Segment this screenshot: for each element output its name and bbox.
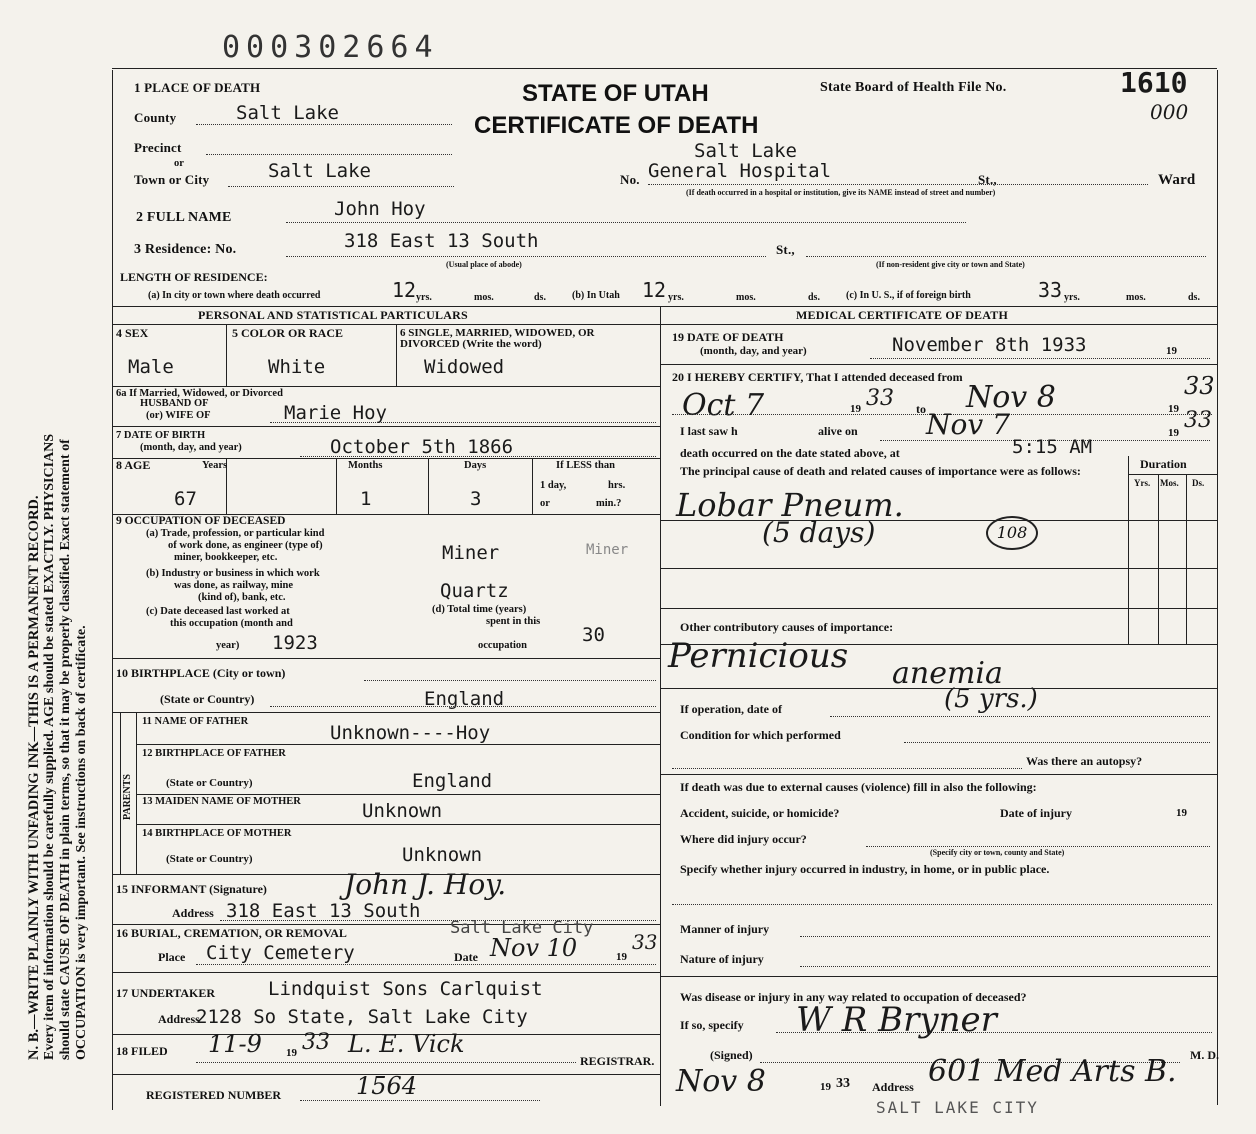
length-b-ds: ds. (808, 292, 820, 303)
file-no-label: State Board of Health File No. (820, 80, 1007, 95)
registrar-label: REGISTRAR. (580, 1054, 655, 1068)
specify-label2: If so, specify (680, 1018, 744, 1032)
length-c-yrs: yrs. (1064, 292, 1080, 303)
length-a-ds: ds. (534, 292, 546, 303)
spouse-label2: HUSBAND OF (140, 398, 209, 409)
last-saw-label: I last saw h (680, 424, 738, 438)
dob-label: 7 DATE OF BIRTH (116, 430, 206, 441)
burial-year: 33 (632, 930, 658, 954)
undertaker-value: Lindquist Sons Carlquist (268, 978, 543, 1000)
cause1-code-text: 108 (996, 523, 1028, 542)
manner-label: Manner of injury (680, 922, 770, 936)
other-cause2: anemia (892, 656, 1003, 691)
sex-label: 4 SEX (116, 326, 149, 340)
md-label: M. D. (1190, 1048, 1219, 1062)
mother-bp-state: (State or Country) (166, 853, 253, 865)
race-value: White (268, 356, 326, 378)
other-label: Other contributory causes of importance: (680, 620, 894, 634)
industry-value: Quartz (440, 580, 509, 602)
less-label: If LESS than (556, 460, 615, 471)
signed-year-prefix: 19 (820, 1081, 831, 1093)
town-value: Salt Lake (268, 160, 371, 182)
attended-from: Oct 7 (682, 388, 765, 423)
sidebar-line4: OCCUPATION is very important. See instructions on back of certificate. (74, 625, 89, 1060)
registered-label: REGISTERED NUMBER (146, 1088, 282, 1102)
signed-label: (Signed) (710, 1048, 753, 1062)
burial-label: 16 BURIAL, CREMATION, OR REMOVAL (116, 926, 347, 940)
total-time-value: 30 (582, 624, 605, 646)
duration-mos: Mos. (1160, 478, 1179, 488)
registrar-signature: L. E. Vick (348, 1030, 465, 1058)
undertaker-address-label: Address (158, 1012, 200, 1026)
to-year: 33 (1184, 372, 1215, 400)
file-no-sub: 000 (1150, 100, 1189, 124)
physician-signature: W R Bryner (796, 1000, 997, 1040)
occ-a3: miner, bookkeeper, etc. (174, 552, 278, 563)
informant-address-label: Address (172, 906, 214, 920)
filed-value: 11-9 (208, 1030, 262, 1058)
occ-c: (c) Date deceased last worked at (146, 606, 290, 617)
burial-year-prefix: 19 (616, 951, 627, 963)
town-label: Town or City (134, 172, 210, 187)
sidebar-line3: should state CAUSE OF DEATH in plain terms, so that it may be properly classified. Exact statement of (58, 439, 73, 1060)
mother-bp-value: Unknown (402, 844, 483, 866)
physician-address-city: SALT LAKE CITY (876, 1098, 1039, 1117)
other-cause1: Pernicious (668, 636, 849, 676)
length-a-label: (a) In city or town where death occurred (148, 290, 321, 301)
age-years: 67 (174, 488, 197, 510)
nature-label: Nature of injury (680, 952, 764, 966)
spouse-label3: (or) WIFE OF (146, 410, 211, 421)
last-worked-value: 1923 (272, 632, 318, 654)
occ-a: (a) Trade, profession, or particular kind (146, 528, 325, 539)
hospital-no-label: No. (620, 172, 640, 187)
residence-label: 3 Residence: No. (134, 242, 237, 257)
autopsy-label: Was there an autopsy? (1026, 754, 1143, 768)
duration-ds: Ds. (1192, 478, 1205, 488)
birthplace-label: 10 BIRTHPLACE (City or town) (116, 666, 286, 680)
marital-value: Widowed (424, 356, 505, 378)
father-bp-label: 12 BIRTHPLACE OF FATHER (142, 748, 286, 759)
occ-d2: spent in this (486, 616, 541, 627)
occ-c2: this occupation (month and (170, 618, 293, 629)
condition-label: Condition for which performed (680, 728, 841, 742)
personal-header: PERSONAL AND STATISTICAL PARTICULARS (198, 308, 468, 322)
from-year: 33 (866, 386, 894, 411)
informant-address: 318 East 13 South (226, 900, 421, 922)
min-label: min.? (596, 498, 622, 509)
occ-d3: occupation (478, 640, 528, 651)
operation-label: If operation, date of (680, 702, 782, 716)
day-label: 1 day, (540, 480, 567, 491)
registered-value: 1564 (356, 1072, 418, 1100)
occ-related-label: Was disease or injury in any way related to occupation of deceased? (680, 990, 1027, 1004)
hospital-line1: Salt Lake (694, 140, 797, 162)
spouse-label1: 6a If Married, Widowed, or Divorced (116, 388, 283, 399)
dod-sub: (month, day, and year) (700, 345, 807, 357)
burial-place: City Cemetery (206, 942, 355, 964)
length-b-mos: mos. (736, 292, 756, 303)
length-b-value: 12 (642, 278, 667, 302)
mother-label: 13 MAIDEN NAME OF MOTHER (142, 796, 301, 807)
length-a-yrs: yrs. (416, 292, 432, 303)
length-b-label: (b) In Utah (572, 290, 620, 301)
last-saw-value: Nov 7 (926, 408, 1010, 441)
hrs-label: hrs. (608, 480, 626, 491)
precinct-label: Precinct (134, 140, 182, 155)
cause1-duration: (5 days) (762, 516, 876, 549)
hospital-note: (If death occurred in a hospital or institution, give its NAME instead of street and number) (686, 188, 996, 197)
county-value: Salt Lake (236, 102, 339, 124)
occ-b: (b) Industry or business in which work (146, 568, 320, 579)
duration-label: Duration (1140, 457, 1187, 471)
signed-address-label: Address (872, 1080, 914, 1094)
signed-year: 33 (836, 1076, 850, 1091)
external-label: If death was due to external causes (violence) fill in also the following: (680, 780, 1037, 794)
occ-b3: (kind of), bank, etc. (198, 592, 286, 603)
medical-header: MEDICAL CERTIFICATE OF DEATH (796, 308, 1008, 322)
undertaker-label: 17 UNDERTAKER (116, 986, 216, 1000)
cause1: Lobar Pneum. (676, 486, 904, 524)
signed-date: Nov 8 (676, 1064, 766, 1099)
burial-date-label: Date (454, 950, 478, 964)
attended-to: Nov 8 (966, 380, 1056, 415)
specify-label: Specify whether injury occurred in industry, in home, or in public place. (680, 862, 1050, 876)
full-name-value: John Hoy (334, 198, 426, 220)
occ-label: 9 OCCUPATION OF DECEASED (116, 515, 286, 527)
residence-note1: (Usual place of abode) (446, 260, 522, 269)
cause-label: The principal cause of death and related causes of importance were as follows: (680, 464, 1081, 478)
father-bp-value: England (412, 770, 493, 792)
other-cause2-duration: (5 yrs.) (944, 684, 1038, 714)
occ-d: (d) Total time (years) (432, 604, 527, 615)
length-a-value: 12 (392, 278, 417, 302)
physician-address: 601 Med Arts B. (928, 1054, 1177, 1089)
where-note: (Specify city or town, county and State) (930, 848, 1065, 857)
residence-note2: (If non-resident give city or town and State) (876, 260, 1025, 269)
from-year-prefix: 19 (850, 403, 861, 415)
days-label: Days (464, 460, 487, 471)
residence-value: 318 East 13 South (344, 230, 539, 252)
mother-value: Unknown (362, 800, 443, 822)
age-days: 3 (470, 488, 482, 510)
parents-label: PARENTS (122, 774, 133, 820)
dob-sub: (month, day, and year) (140, 442, 242, 453)
death-time-label: death occurred on the date stated above, at (680, 446, 900, 460)
last-year: 33 (1184, 408, 1212, 433)
age-or-label: or (540, 498, 550, 509)
father-label: 11 NAME OF FATHER (142, 716, 249, 727)
dod-value: November 8th 1933 (892, 334, 1087, 356)
mother-bp-label: 14 BIRTHPLACE OF MOTHER (142, 828, 292, 839)
race-label: 5 COLOR OR RACE (232, 326, 344, 340)
age-label: 8 AGE (116, 458, 151, 472)
dod-year-prefix: 19 (1166, 345, 1177, 357)
state-title: STATE OF UTAH (522, 80, 709, 107)
father-value: Unknown----Hoy (330, 722, 491, 744)
length-c-mos: mos. (1126, 292, 1146, 303)
death-time: 5:15 AM (1012, 436, 1093, 458)
filed-year: 33 (302, 1030, 330, 1055)
informant-signature: John J. Hoy. (344, 868, 507, 901)
months-label: Months (348, 460, 383, 471)
full-name-label: 2 FULL NAME (136, 210, 232, 225)
length-a-mos: mos. (474, 292, 494, 303)
sidebar-line2: Every item of information should be carefully supplied. AGE should be stated EXACTLY. PHYSICIANS (42, 433, 57, 1060)
spouse-value: Marie Hoy (284, 402, 387, 424)
age-months: 1 (360, 488, 372, 510)
where-label: Where did injury occur? (680, 832, 807, 846)
length-b-yrs: yrs. (668, 292, 684, 303)
cert-label: 20 I HEREBY CERTIFY, That I attended deceased from (672, 370, 963, 384)
alive-label: alive on (818, 424, 858, 438)
birthplace-state-label: (State or Country) (160, 692, 255, 706)
last-year-prefix: 19 (1168, 427, 1179, 439)
occ-a2: of work done, as engineer (type of) (168, 540, 323, 551)
file-no: 1610 (1120, 66, 1188, 99)
sidebar-line1: N. B.—WRITE PLAINLY WITH UNFADING INK—THIS IS A PERMANENT RECORD. (26, 495, 42, 1060)
dob-value: October 5th 1866 (330, 436, 514, 458)
undertaker-address: 2128 So State, Salt Lake City (196, 1006, 528, 1028)
birthplace-value: England (424, 688, 505, 710)
hospital-st-label: St., (978, 172, 997, 187)
filed-label: 18 FILED (116, 1044, 168, 1058)
sex-value: Male (128, 356, 174, 378)
occ-b2: was done, as railway, mine (174, 580, 294, 591)
county-label: County (134, 110, 177, 125)
residence-st-label: St., (776, 242, 795, 257)
certificate-title: CERTIFICATE OF DEATH (474, 112, 759, 139)
burial-date: Nov 10 (490, 934, 578, 962)
cause1-code (986, 516, 1038, 550)
burial-place-label: Place (158, 950, 186, 964)
length-c-value: 33 (1038, 278, 1063, 302)
to-year-prefix: 19 (1168, 403, 1179, 415)
injury-date-label: Date of injury (1000, 806, 1072, 820)
ward-label: Ward (1158, 172, 1196, 188)
filed-year-prefix: 19 (286, 1047, 297, 1059)
serial-number: 000302664 (222, 30, 439, 65)
occupation-value: Miner (442, 542, 500, 564)
years-label: Years (202, 460, 228, 471)
accident-label: Accident, suicide, or homicide? (680, 806, 840, 820)
injury-year-prefix: 19 (1176, 807, 1187, 819)
informant-city: Salt Lake City (450, 918, 594, 938)
length-c-ds: ds. (1188, 292, 1200, 303)
length-c-label: (c) In U. S., if of foreign birth (846, 290, 971, 301)
to-label: to (916, 402, 926, 416)
or-label: or (174, 158, 184, 169)
father-bp-state: (State or Country) (166, 777, 253, 789)
place-of-death-label: 1 PLACE OF DEATH (134, 80, 261, 95)
duration-yrs: Yrs. (1134, 478, 1151, 488)
marital-label: 6 SINGLE, MARRIED, WIDOWED, OR DIVORCED (Write the word) (400, 327, 595, 350)
informant-label: 15 INFORMANT (Signature) (116, 882, 267, 896)
dod-label: 19 DATE OF DEATH (672, 330, 784, 344)
occupation-extra: Miner (586, 542, 629, 558)
hospital-line2: General Hospital (648, 160, 832, 182)
occ-c3: year) (216, 640, 240, 651)
length-label: LENGTH OF RESIDENCE: (120, 270, 268, 284)
